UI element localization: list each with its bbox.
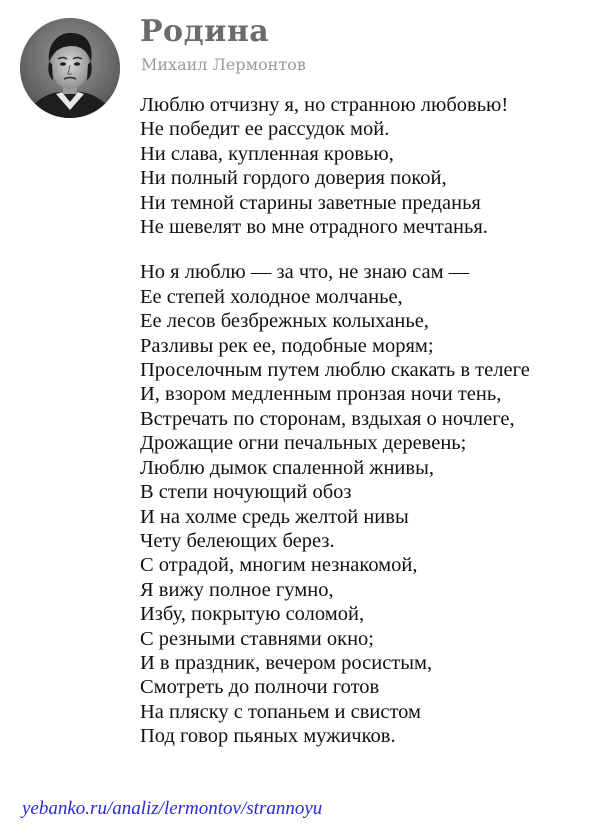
poem-line: На пляску с топаньем и свистом [140, 700, 422, 723]
author-name: Михаил Лермонтов [141, 55, 306, 74]
poem-line: В степи ночующий обоз [140, 481, 352, 504]
author-portrait [20, 18, 120, 118]
poem-line: Люблю отчизну я, но странною любовью! [140, 94, 509, 116]
poem-line: Разливы рек ее, подобные морям; [140, 334, 434, 357]
stanza-1 [140, 93, 610, 239]
source-link[interactable]: yebanko.ru/analiz/lermontov/strannoyu [22, 798, 323, 819]
poem-line: С резными ставнями окно; [140, 627, 374, 650]
poem-line: Ни слава, купленная кровью, [140, 142, 394, 165]
page-title: Родина [140, 14, 270, 49]
poem-line: Встречать по сторонам, вздыхая о ночлеге, [140, 407, 515, 430]
poem-line: Люблю дымок спаленной жнивы, [140, 456, 434, 479]
poem-line: Под говор пьяных мужичков. [140, 725, 396, 748]
poem-line: Избу, покрытую соломой, [140, 603, 365, 626]
poem-line: Не победит ее рассудок мой. [140, 118, 390, 141]
poem-line: С отрадой, многим незнакомой, [140, 554, 418, 577]
poem-line: Ни темной старины заветные преданья [140, 191, 481, 214]
stanza-2 [140, 260, 610, 748]
poem-line: И на холме средь желтой нивы [140, 505, 409, 528]
poem-line: Я вижу полное гумно, [140, 578, 334, 601]
poem-line: Ее степей холодное молчанье, [140, 285, 403, 308]
poem-line: Но я люблю — за что, не знаю сам — [140, 261, 470, 284]
poem-line: Не шевелят во мне отрадного мечтанья. [140, 216, 488, 239]
poem-line: Смотреть до полночи готов [140, 676, 380, 699]
poem-line: И, взором медленным пронзая ночи тень, [140, 383, 502, 406]
poem-line: Ни полный гордого доверия покой, [140, 167, 447, 190]
poem-line: Ее лесов безбрежных колыханье, [140, 310, 429, 333]
poem-text [140, 93, 610, 749]
poem-line: И в праздник, вечером росистым, [140, 651, 433, 674]
author-portrait-icon [20, 18, 120, 118]
poem-line: Проселочным путем люблю скакать в телеге [140, 359, 530, 382]
poem-line: Чету белеющих берез. [140, 529, 335, 552]
poem-line: Дрожащие огни печальных деревень; [140, 432, 467, 455]
